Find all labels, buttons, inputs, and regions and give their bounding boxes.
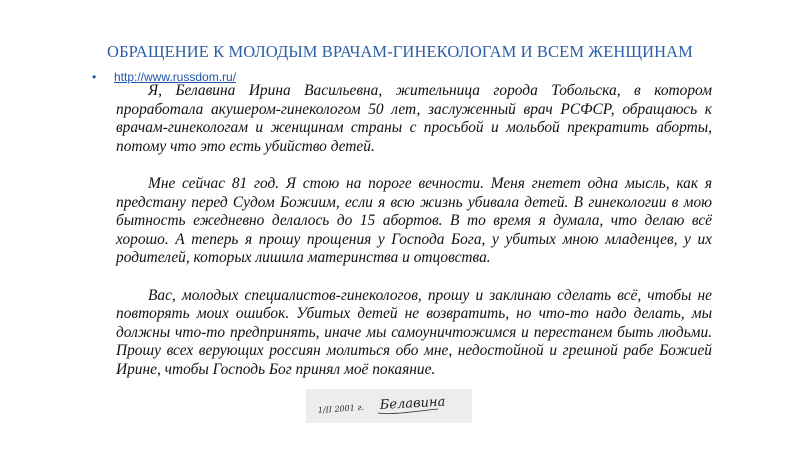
bullet-icon: • <box>92 70 97 84</box>
paragraph-confession: Мне сейчас 81 год. Я стою на пороге вечности. Меня гнетет одна мысль, как я предстану перед Судом Божиим, если я всю жизнь убивала детей. В гинекологии в мою бытность ежедневно делалось до 15 абортов. В то время я думала, что делаю всё хорошо. А теперь я прошу прощения у Господа Бога, у убитых мною младенцев, у их родителей, которых лишила материнства и отцовства. <box>116 174 712 267</box>
signature-name: Белавина <box>379 394 446 413</box>
paragraph-plea: Вас, молодых специалистов-гинекологов, прошу и заклинаю сделать всё, чтобы не повторять моих ошибок. Убитых детей не возвратить, но что-то надо делать, мы должны что-то предпринять, иначе мы самоуничтожимся и перестанем быть людьми. Прошу всех верующих россиян молиться обо мне, недостойной и грешной рабе Божией Ирине, чтобы Господь Бог принял моё покаяние. <box>116 286 712 378</box>
source-link[interactable]: http://www.russdom.ru/ <box>114 70 237 84</box>
signature-image <box>306 389 472 423</box>
paragraph-intro: Я, Белавина Ирина Васильевна, жительница города Тобольска, в котором проработала акушером-гинекологом 50 лет, заслуженный врач РСФСР, обращаюсь к врачам-гинекологам и женщинам страны с просьбой и мольбой прекратить аборты, потому что это есть убийство детей. <box>116 82 712 155</box>
appeal-body <box>116 82 712 398</box>
signature-date: 1/II 2001 г. <box>317 402 365 415</box>
page-title: ОБРАЩЕНИЕ К МОЛОДЫМ ВРАЧАМ-ГИНЕКОЛОГАМ И ВСЕМ ЖЕНЩИНАМ <box>107 42 693 61</box>
